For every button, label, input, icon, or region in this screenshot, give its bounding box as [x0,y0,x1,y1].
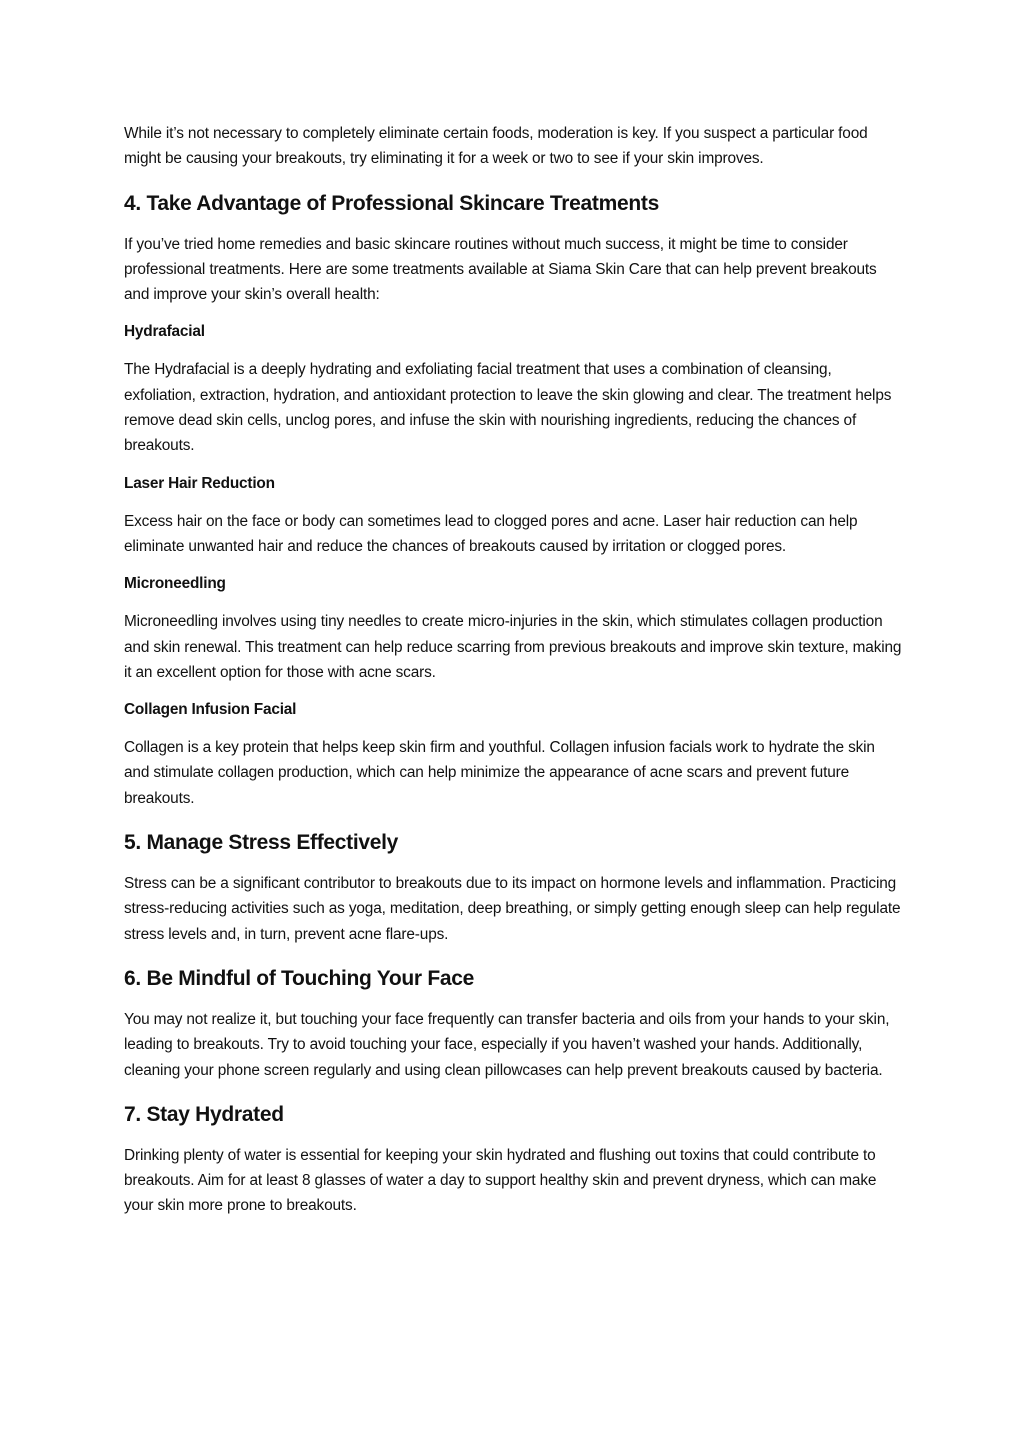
treatment-microneedling-title: Microneedling [124,575,226,593]
treatment-microneedling-text: Microneedling involves using tiny needles to create micro-injuries in the skin, which stimulates collagen production and skin renewal. This treatment can help reduce scarring from previous breakouts and improve skin texture, making it an excellent option for those with acne scars. [124,613,902,681]
intro-paragraph: While it’s not necessary to completely eliminate certain foods, moderation is key. If you suspect a particular food might be causing your breakouts, try eliminating it for a week or two to see if your skin improves. [124,125,868,168]
section-5-heading: 5. Manage Stress Effectively [124,831,399,855]
treatment-collagen-title: Collagen Infusion Facial [124,701,297,719]
section-6-heading: 6. Be Mindful of Touching Your Face [124,966,475,990]
treatment-laser-hair-title: Laser Hair Reduction [124,474,275,492]
treatment-laser-hair-text: Excess hair on the face or body can sometimes lead to clogged pores and acne. Laser hair reduction can help eliminate unwanted hair and reduce the chances of breakouts caused by irritation or clogged pores. [124,512,858,555]
section-6-paragraph: You may not realize it, but touching your face frequently can transfer bacteria and oils from your hands to your skin, leading to breakouts. Try to avoid touching your face, especially if you haven’t washed your hands. Additionally, cleaning your phone screen regularly and using clean pillowcases can help prevent breakouts caused by bacteria. [124,1010,890,1079]
document-page [124,121,904,1219]
section-4-heading: 4. Take Advantage of Professional Skincare Treatments [124,191,659,215]
section-4-paragraph: If you’ve tried home remedies and basic skincare routines without much success, it might be time to consider professional treatments. Here are some treatments available at Siama Skin Care that can help prevent breakouts and improve your skin’s overall health: [124,235,877,304]
treatment-hydrafacial-text: The Hydrafacial is a deeply hydrating and exfoliating facial treatment that uses a combination of cleansing, exfoliation, extraction, hydration, and antioxidant protection to leave the skin glowing and clear. The treatment helps remove dead skin cells, unclog pores, and infuse the skin with nourishing ingredients, reducing the chances of breakouts. [124,361,892,455]
treatment-collagen-text: Collagen is a key protein that helps keep skin firm and youthful. Collagen infusion facials work to hydrate the skin and stimulate collagen production, which can help minimize the appearance of acne scars and prevent future breakouts. [124,739,875,807]
section-7-heading: 7. Stay Hydrated [124,1102,284,1126]
section-5-paragraph: Stress can be a significant contributor to breakouts due to its impact on hormone levels and inflammation. Practicing stress-reducing activities such as yoga, meditation, deep breathing, or simply getting enough sleep can help regulate stress levels and, in turn, prevent acne flare-ups. [124,875,901,943]
treatment-hydrafacial-title: Hydrafacial [124,323,205,341]
section-7-paragraph: Drinking plenty of water is essential for keeping your skin hydrated and flushing out toxins that could contribute to breakouts. Aim for at least 8 glasses of water a day to support healthy skin and prevent dryness, which can make your skin more prone to breakouts. [124,1146,877,1215]
